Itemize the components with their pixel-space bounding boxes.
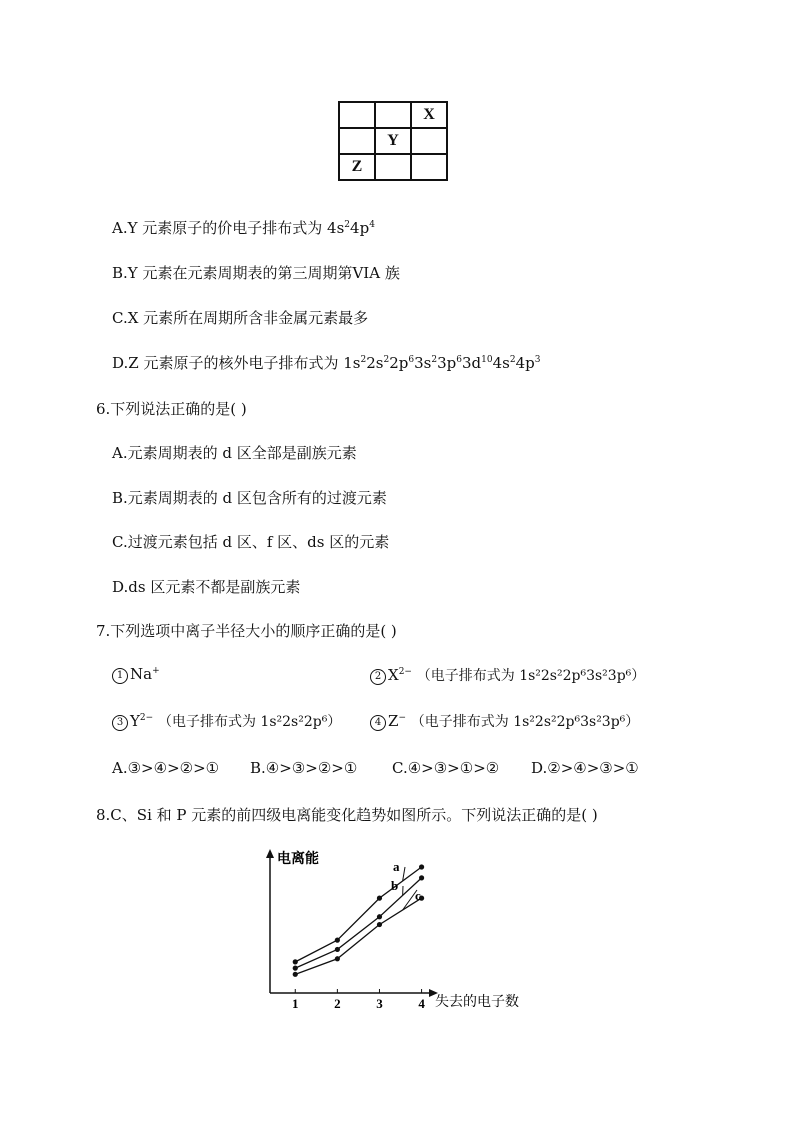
data-point-b	[335, 947, 340, 952]
orbital-electrons: 3	[534, 355, 541, 365]
q7-option-c[interactable]: C.④>③>①>②	[392, 759, 500, 777]
series-label-b: b	[391, 878, 399, 893]
orbital-electrons: 6	[456, 355, 462, 365]
data-point-a	[377, 896, 382, 901]
x-tick-label: 4	[418, 996, 425, 1011]
grid-cell-y: Y	[375, 128, 411, 154]
orbital-electrons: 2	[509, 355, 516, 365]
orbital: 3p	[437, 354, 457, 372]
series-label-a: a	[393, 859, 400, 874]
q6-option-d[interactable]: D.ds 区元素不都是副族元素	[112, 578, 301, 596]
q7-item-2: 2 $X^{2-}$ （电子排布式为 1s²2s²2p⁶3s²3p⁶）	[370, 665, 645, 685]
ionization-energy-chart	[255, 845, 535, 1015]
orbital: 4s	[492, 354, 510, 372]
data-point-b	[419, 875, 424, 880]
q6-stem: 6.下列说法正确的是( )	[96, 400, 247, 418]
q5-option-a[interactable]: A.Y 元素原子的价电子排布式为 $4s^24p^4$	[112, 219, 375, 237]
grid-cell	[375, 102, 411, 128]
data-point-b	[293, 966, 298, 971]
data-point-c	[335, 956, 340, 961]
x-tick-label: 3	[376, 996, 383, 1011]
orbital: 2p	[389, 354, 409, 372]
y-axis-label: 电离能	[277, 851, 319, 867]
series-label-c: c	[415, 888, 421, 903]
data-point-c	[377, 922, 382, 927]
x-tick-label: 2	[334, 996, 341, 1011]
grid-cell	[375, 154, 411, 180]
data-point-c	[293, 972, 298, 977]
q8-stem: 8.C、Si 和 P 元素的前四级电离能变化趋势如图所示。下列说法正确的是( )	[96, 806, 598, 824]
orbital-electrons: 2	[360, 355, 367, 365]
q6-option-a[interactable]: A.元素周期表的 d 区全部是副族元素	[112, 444, 357, 462]
q7-item-1: 1 Na+	[112, 665, 160, 684]
electron-configuration	[343, 354, 540, 372]
circled-number: 3	[112, 715, 128, 731]
orbital-electrons: 10	[481, 355, 493, 365]
x-axis-label: 失去的电子数	[435, 994, 519, 1010]
chart-axes	[266, 849, 438, 997]
q7-stem: 7.下列选项中离子半径大小的顺序正确的是( )	[96, 622, 397, 640]
grid-cell	[411, 128, 447, 154]
element-position-grid	[338, 101, 448, 181]
q7-option-b[interactable]: B.④>③>②>①	[250, 759, 358, 777]
circled-number: 1	[112, 668, 128, 684]
q6-option-b[interactable]: B.元素周期表的 d 区包含所有的过渡元素	[112, 489, 387, 507]
orbital-electrons: 2	[431, 355, 438, 365]
orbital-electrons: 2	[383, 355, 390, 365]
q5-option-c[interactable]: C.X 元素所在周期所含非金属元素最多	[112, 309, 369, 327]
orbital: 2s	[366, 354, 384, 372]
x-tick-label: 1	[292, 996, 299, 1011]
q6-option-c[interactable]: C.过渡元素包括 d 区、f 区、ds 区的元素	[112, 533, 390, 551]
data-point-b	[377, 914, 382, 919]
q7-option-a[interactable]: A.③>④>②>①	[112, 759, 220, 777]
data-point-a	[419, 864, 424, 869]
data-point-a	[293, 959, 298, 964]
data-point-a	[335, 938, 340, 943]
orbital-electrons: 6	[408, 355, 415, 365]
series-line-a	[295, 867, 421, 962]
q5-option-b[interactable]: B.Y 元素在元素周期表的第三周期第VIA 族	[112, 264, 400, 282]
orbital: 3s	[414, 354, 432, 372]
circled-number: 4	[370, 715, 386, 731]
grid-cell	[411, 154, 447, 180]
chart-series	[293, 859, 425, 977]
q7-item-4: 4 Z− （电子排布式为 1s²2s²2p⁶3s²3p⁶）	[370, 711, 639, 731]
orbital: 4p	[515, 354, 535, 372]
grid-cell	[339, 128, 375, 154]
q5-option-d[interactable]: D.Z 元素原子的核外电子排布式为 $1s^22s^22p^63s^23p^63d^{10}4s^24p^3$	[112, 354, 541, 372]
circled-number: 2	[370, 669, 386, 685]
grid-cell-x: X	[411, 102, 447, 128]
orbital: 3d	[461, 354, 482, 372]
q7-option-d[interactable]: D.②>④>③>①	[531, 759, 639, 777]
grid-cell	[339, 102, 375, 128]
grid-cell-z: Z	[339, 154, 375, 180]
orbital: 1s	[343, 354, 361, 372]
q7-item-3: 3 $Y^{2-}$ （电子排布式为 1s²2s²2p⁶）	[112, 711, 341, 731]
y-axis-arrow	[266, 849, 274, 858]
